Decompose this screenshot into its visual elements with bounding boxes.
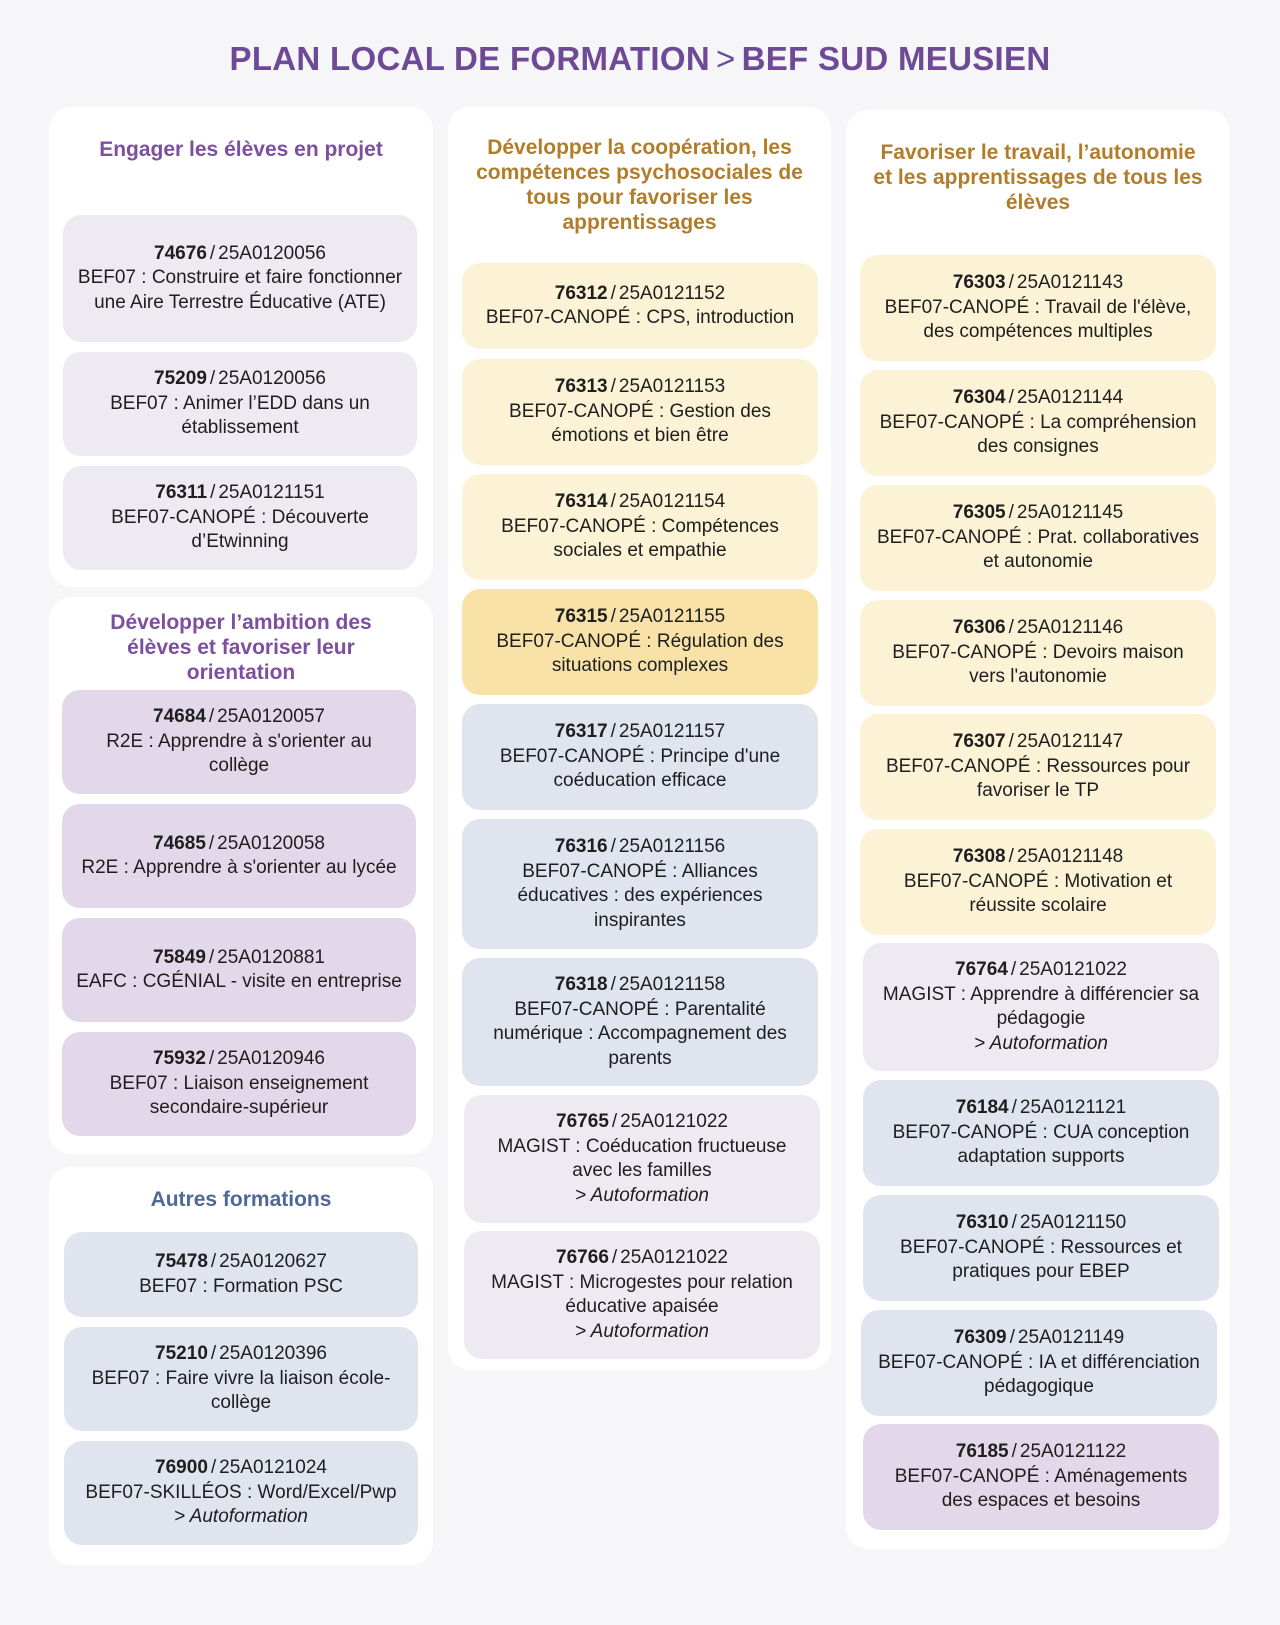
training-description: BEF07 : Liaison enseignement secondaire-supérieur bbox=[109, 1072, 369, 1119]
training-code: 25A0121144 bbox=[1016, 387, 1124, 409]
training-description: R2E : Apprendre à s'orienter au collège bbox=[106, 730, 372, 777]
training-description: BEF07-CANOPÉ : Aménagements des espaces et besoins bbox=[894, 1465, 1188, 1512]
training-code: 25A0121024 bbox=[219, 1457, 327, 1479]
training-description: BEF07-CANOPÉ : IA et différenciation pédagogique bbox=[878, 1351, 1200, 1398]
id-separator: / bbox=[1008, 617, 1014, 639]
id-separator: / bbox=[611, 1247, 618, 1268]
card-id-line bbox=[954, 1326, 1125, 1351]
card-id-line bbox=[953, 730, 1124, 755]
training-code: 25A0121158 bbox=[618, 974, 726, 995]
training-number: 74684 bbox=[153, 706, 206, 728]
training-number: 76311 bbox=[155, 482, 208, 504]
id-separator: / bbox=[1008, 387, 1014, 409]
training-description: MAGIST : Microgestes pour relation éducative apaisée bbox=[491, 1271, 793, 1317]
training-number: 75849 bbox=[153, 946, 206, 968]
id-separator: / bbox=[208, 832, 215, 854]
training-code: 25A0121150 bbox=[1019, 1212, 1127, 1234]
training-card bbox=[863, 1195, 1219, 1301]
training-card bbox=[63, 352, 417, 456]
training-number: 76315 bbox=[554, 606, 608, 628]
id-separator: / bbox=[1011, 1441, 1017, 1463]
training-description: BEF07-CANOPÉ : Principe d'une coéducation efficace bbox=[499, 745, 781, 792]
card-id-line bbox=[555, 973, 726, 998]
id-separator: / bbox=[209, 368, 216, 390]
card-id-line bbox=[153, 705, 325, 730]
training-card bbox=[861, 1310, 1217, 1416]
training-description: BEF07 : Construire et faire fonctionner une Aire Terrestre Éducative (ATE) bbox=[77, 267, 403, 313]
page-title-right: BEF SUD MEUSIEN bbox=[741, 40, 1051, 77]
autoformation-tag: > Autoformation bbox=[974, 1032, 1108, 1054]
training-card bbox=[462, 958, 818, 1086]
training-description: MAGIST : Coéducation fructueuse avec les familles bbox=[497, 1135, 787, 1181]
training-number: 76764 bbox=[955, 959, 1008, 980]
training-description: BEF07 : Formation PSC bbox=[139, 1275, 343, 1297]
training-number: 76765 bbox=[556, 1111, 609, 1132]
training-number: 76306 bbox=[952, 617, 1006, 639]
card-id-line bbox=[956, 1440, 1127, 1465]
training-card bbox=[860, 714, 1216, 820]
training-card bbox=[462, 704, 818, 810]
id-separator: / bbox=[209, 242, 216, 264]
card-id-line bbox=[953, 845, 1124, 870]
card-id-line bbox=[154, 367, 326, 392]
autoformation-tag: > Autoformation bbox=[575, 1320, 709, 1342]
training-code: 25A0121151 bbox=[218, 482, 325, 504]
id-separator: / bbox=[208, 1048, 215, 1070]
card-id-line bbox=[953, 616, 1124, 641]
training-number: 74676 bbox=[154, 242, 207, 264]
training-card bbox=[462, 359, 818, 465]
training-code: 25A0121022 bbox=[1019, 959, 1127, 980]
training-card bbox=[64, 1327, 418, 1431]
training-code: 25A0120396 bbox=[219, 1343, 327, 1365]
training-number: 76317 bbox=[554, 721, 608, 743]
training-code: 25A0121143 bbox=[1016, 272, 1124, 294]
card-id-line bbox=[555, 282, 726, 307]
training-card bbox=[462, 819, 818, 949]
training-description: BEF07-CANOPÉ : Régulation des situations complexes bbox=[496, 630, 784, 677]
panel-engager-projet bbox=[49, 107, 433, 587]
id-separator: / bbox=[1011, 1097, 1017, 1119]
card-id-line bbox=[953, 386, 1124, 411]
training-card bbox=[62, 690, 416, 794]
training-number: 76305 bbox=[952, 502, 1006, 524]
training-card bbox=[860, 600, 1216, 706]
training-number: 75478 bbox=[155, 1251, 208, 1272]
training-code: 25A0121154 bbox=[618, 491, 726, 513]
training-code: 25A0121022 bbox=[620, 1111, 728, 1132]
training-card bbox=[860, 255, 1216, 361]
card-id-line bbox=[953, 271, 1124, 296]
panel-cooperation-cps bbox=[448, 107, 831, 1370]
training-description: BEF07-CANOPÉ : Gestion des émotions et bien être bbox=[509, 400, 771, 447]
training-code: 25A0121155 bbox=[618, 606, 726, 628]
id-separator: / bbox=[610, 282, 616, 304]
id-separator: / bbox=[610, 376, 616, 398]
id-separator: / bbox=[1008, 846, 1014, 868]
training-number: 75932 bbox=[153, 1048, 206, 1070]
id-separator: / bbox=[1010, 959, 1017, 980]
training-card bbox=[863, 1424, 1219, 1530]
training-card bbox=[62, 918, 416, 1022]
training-code: 25A0120057 bbox=[217, 706, 325, 728]
training-code: 25A0121145 bbox=[1016, 502, 1124, 524]
autoformation-tag: > Autoformation bbox=[174, 1506, 308, 1528]
training-number: 76312 bbox=[554, 282, 608, 304]
panel-travail-autonomie bbox=[846, 110, 1230, 1549]
training-description: R2E : Apprendre à s'orienter au lycée bbox=[81, 857, 397, 878]
training-card bbox=[462, 263, 818, 349]
training-card bbox=[462, 589, 818, 695]
training-card bbox=[863, 1080, 1219, 1186]
id-separator: / bbox=[610, 721, 616, 743]
training-description: BEF07-CANOPÉ : Ressources pour favoriser le TP bbox=[885, 755, 1191, 802]
training-description: BEF07-CANOPÉ : Motivation et réussite scolaire bbox=[903, 870, 1173, 917]
id-separator: / bbox=[1009, 1327, 1015, 1349]
panel-title: Développer l’ambition des élèves et favoriser leur orientation bbox=[110, 611, 372, 684]
card-id-line bbox=[155, 1342, 327, 1367]
page-title bbox=[0, 40, 1280, 78]
training-number: 76900 bbox=[155, 1457, 208, 1479]
training-card bbox=[62, 1032, 416, 1136]
training-description: BEF07-CANOPÉ : La compréhension des consignes bbox=[879, 411, 1197, 458]
training-description: EAFC : CGÉNIAL - visite en entreprise bbox=[76, 971, 402, 992]
page-title-separator: > bbox=[716, 40, 736, 77]
training-card bbox=[64, 1441, 418, 1545]
training-description: BEF07 : Animer l’EDD dans un établissement bbox=[110, 392, 370, 439]
training-card bbox=[63, 466, 417, 570]
training-card bbox=[64, 1232, 418, 1317]
training-description: MAGIST : Apprendre à différencier sa pédagogie bbox=[882, 983, 1200, 1029]
id-separator: / bbox=[610, 606, 616, 628]
training-number: 76307 bbox=[952, 731, 1006, 753]
training-number: 76316 bbox=[554, 836, 608, 857]
card-id-line bbox=[956, 1211, 1127, 1236]
training-description: BEF07 : Faire vivre la liaison école-collège bbox=[91, 1367, 391, 1414]
card-id-line bbox=[155, 1250, 327, 1275]
training-card bbox=[63, 215, 417, 342]
id-separator: / bbox=[208, 706, 215, 728]
training-card bbox=[464, 1095, 820, 1223]
card-id-line bbox=[155, 1456, 327, 1481]
training-code: 25A0120627 bbox=[219, 1251, 327, 1272]
id-separator: / bbox=[610, 491, 616, 513]
training-description: BEF07-CANOPÉ : Prat. collaboratives et autonomie bbox=[876, 526, 1200, 573]
panel-title: Autres formations bbox=[150, 1188, 332, 1211]
card-id-line bbox=[955, 958, 1127, 983]
training-number: 76313 bbox=[554, 376, 608, 398]
id-separator: / bbox=[1008, 731, 1014, 753]
id-separator: / bbox=[610, 836, 616, 857]
training-number: 76309 bbox=[953, 1327, 1007, 1349]
card-id-line bbox=[556, 1110, 728, 1135]
training-card bbox=[863, 943, 1219, 1071]
training-code: 25A0121157 bbox=[618, 721, 726, 743]
id-separator: / bbox=[210, 1251, 217, 1272]
panel-title: Développer la coopération, les compétences psychosociales de tous pour favoriser les apprentissages bbox=[476, 136, 803, 234]
training-code: 25A0120058 bbox=[217, 832, 325, 854]
training-card bbox=[860, 485, 1216, 591]
training-code: 25A0120056 bbox=[218, 368, 326, 390]
training-card bbox=[860, 370, 1216, 476]
card-id-line bbox=[555, 375, 726, 400]
id-separator: / bbox=[210, 482, 216, 504]
training-description: BEF07-CANOPÉ : CUA conception adaptation supports bbox=[892, 1121, 1190, 1168]
training-number: 76308 bbox=[952, 846, 1006, 868]
card-id-line bbox=[956, 1096, 1127, 1121]
card-id-line bbox=[555, 835, 726, 860]
training-description: BEF07-SKILLÉOS : Word/Excel/Pwp bbox=[85, 1481, 397, 1503]
training-description: BEF07-CANOPÉ : Parentalité numérique : Accompagnement des parents bbox=[493, 998, 787, 1069]
training-number: 76310 bbox=[955, 1212, 1009, 1234]
page-title-left: PLAN LOCAL DE FORMATION bbox=[229, 40, 711, 77]
training-code: 25A0121153 bbox=[618, 376, 726, 398]
training-code: 25A0121122 bbox=[1019, 1441, 1127, 1463]
card-id-line bbox=[953, 501, 1124, 526]
id-separator: / bbox=[610, 974, 616, 995]
training-code: 25A0121149 bbox=[1017, 1327, 1125, 1349]
card-id-line bbox=[153, 1047, 325, 1072]
training-code: 25A0121022 bbox=[620, 1247, 728, 1268]
id-separator: / bbox=[611, 1111, 618, 1132]
autoformation-tag: > Autoformation bbox=[575, 1184, 709, 1206]
training-number: 75209 bbox=[154, 368, 207, 390]
id-separator: / bbox=[210, 1343, 217, 1365]
training-number: 76318 bbox=[554, 974, 608, 995]
training-code: 25A0121156 bbox=[618, 836, 726, 857]
training-code: 25A0121148 bbox=[1016, 846, 1124, 868]
training-card bbox=[860, 829, 1216, 935]
panel-ambition-orientation bbox=[49, 597, 433, 1154]
training-number: 76314 bbox=[554, 491, 608, 513]
training-code: 25A0121146 bbox=[1016, 617, 1124, 639]
training-description: BEF07-CANOPÉ : Compétences sociales et empathie bbox=[501, 515, 779, 562]
id-separator: / bbox=[208, 946, 215, 968]
id-separator: / bbox=[210, 1457, 217, 1479]
training-code: 25A0121147 bbox=[1016, 731, 1124, 753]
training-description: BEF07-CANOPÉ : Ressources et pratiques pour EBEP bbox=[900, 1236, 1182, 1283]
card-id-line bbox=[153, 946, 325, 971]
training-number: 76766 bbox=[556, 1247, 609, 1268]
training-description: BEF07-CANOPÉ : CPS, introduction bbox=[485, 307, 795, 328]
card-id-line bbox=[555, 490, 726, 515]
panel-title: Engager les élèves en projet bbox=[99, 138, 383, 161]
training-code: 25A0121121 bbox=[1019, 1097, 1127, 1119]
training-card bbox=[464, 1231, 820, 1359]
training-number: 76304 bbox=[952, 387, 1006, 409]
id-separator: / bbox=[1011, 1212, 1017, 1234]
card-id-line bbox=[153, 832, 325, 857]
card-id-line bbox=[555, 605, 726, 630]
panel-title: Favoriser le travail, l’autonomie et les apprentissages de tous les élèves bbox=[873, 141, 1203, 214]
id-separator: / bbox=[1008, 272, 1014, 294]
training-description: BEF07-CANOPÉ : Travail de l'élève, des compétences multiples bbox=[884, 296, 1192, 343]
training-code: 25A0121152 bbox=[618, 282, 726, 304]
training-description: BEF07-CANOPÉ : Alliances éducatives : des expériences inspirantes bbox=[517, 860, 763, 931]
card-id-line bbox=[155, 481, 324, 506]
panel-autres-formations bbox=[49, 1167, 433, 1565]
id-separator: / bbox=[1008, 502, 1014, 524]
training-number: 76184 bbox=[955, 1097, 1009, 1119]
training-number: 76303 bbox=[952, 272, 1006, 294]
training-code: 25A0120056 bbox=[218, 242, 326, 264]
training-card bbox=[462, 474, 818, 580]
card-id-line bbox=[556, 1246, 728, 1271]
training-code: 25A0120946 bbox=[217, 1048, 325, 1070]
training-number: 74685 bbox=[153, 832, 206, 854]
training-number: 75210 bbox=[155, 1343, 208, 1365]
training-code: 25A0120881 bbox=[217, 946, 325, 968]
card-id-line bbox=[154, 242, 326, 267]
card-id-line bbox=[555, 720, 726, 745]
training-card bbox=[62, 804, 416, 908]
training-number: 76185 bbox=[955, 1441, 1009, 1463]
training-description: BEF07-CANOPÉ : Découverte d’Etwinning bbox=[111, 506, 369, 553]
training-description: BEF07-CANOPÉ : Devoirs maison vers l'autonomie bbox=[892, 641, 1184, 688]
